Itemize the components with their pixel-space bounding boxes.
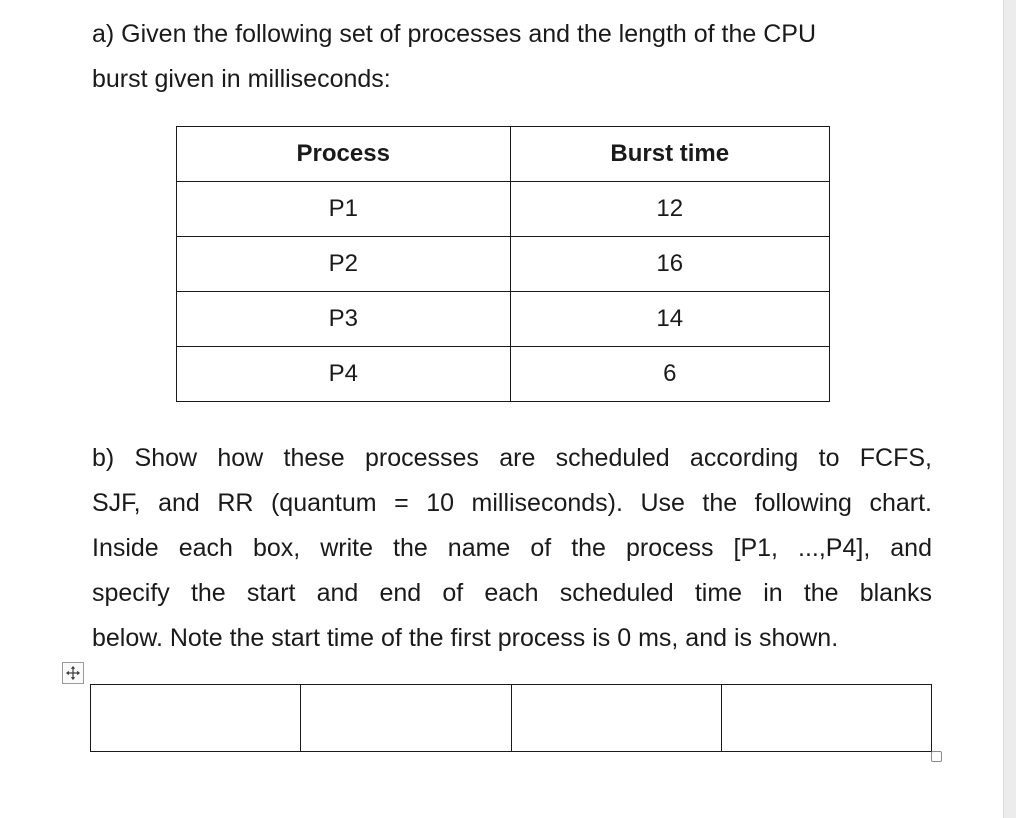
gantt-cell-1[interactable] xyxy=(91,685,301,752)
process-burst-table xyxy=(176,126,830,402)
question-b-line-5: below. Note the start time of the first process is 0 ms, and is shown. xyxy=(92,624,839,652)
question-b-line-4: specify the start and end of each scheduled time in the blanks xyxy=(92,579,932,607)
table-row xyxy=(177,347,830,402)
gantt-cell-2[interactable] xyxy=(301,685,511,752)
cell-process[interactable]: P4 xyxy=(177,347,511,402)
cell-process[interactable]: P3 xyxy=(177,292,511,347)
move-arrows-glyph xyxy=(65,665,81,681)
question-a-line-1: a) Given the following set of processes and the length of the CPU xyxy=(92,20,817,48)
gantt-chart-table xyxy=(90,684,932,752)
question-b-line-2: SJF, and RR (quantum = 10 milliseconds). Use the following chart. xyxy=(92,489,932,517)
cell-burst[interactable]: 14 xyxy=(510,292,829,347)
gantt-row xyxy=(91,685,932,752)
gantt-cell-4[interactable] xyxy=(721,685,931,752)
table-row xyxy=(177,292,830,347)
cell-process[interactable]: P2 xyxy=(177,237,511,292)
question-b-line-3: Inside each box, write the name of the process [P1, ...,P4], and xyxy=(92,534,932,562)
move-arrows-icon[interactable] xyxy=(62,662,84,684)
table-row xyxy=(177,182,830,237)
gantt-cell-3[interactable] xyxy=(511,685,721,752)
header-process[interactable]: Process xyxy=(177,127,511,182)
question-a-text xyxy=(92,12,932,102)
question-a-line-2: burst given in milliseconds: xyxy=(92,65,391,93)
page-margin-gutter xyxy=(1003,0,1016,818)
question-b-text xyxy=(92,436,932,661)
question-b-line-1: b) Show how these processes are scheduled according to FCFS, xyxy=(92,444,932,472)
table-header-row xyxy=(177,127,830,182)
cell-burst[interactable]: 6 xyxy=(510,347,829,402)
cell-process[interactable]: P1 xyxy=(177,182,511,237)
header-burst-time[interactable]: Burst time xyxy=(510,127,829,182)
cell-burst[interactable]: 16 xyxy=(510,237,829,292)
resize-square-icon[interactable] xyxy=(931,751,942,762)
table-row xyxy=(177,237,830,292)
cell-burst[interactable]: 12 xyxy=(510,182,829,237)
